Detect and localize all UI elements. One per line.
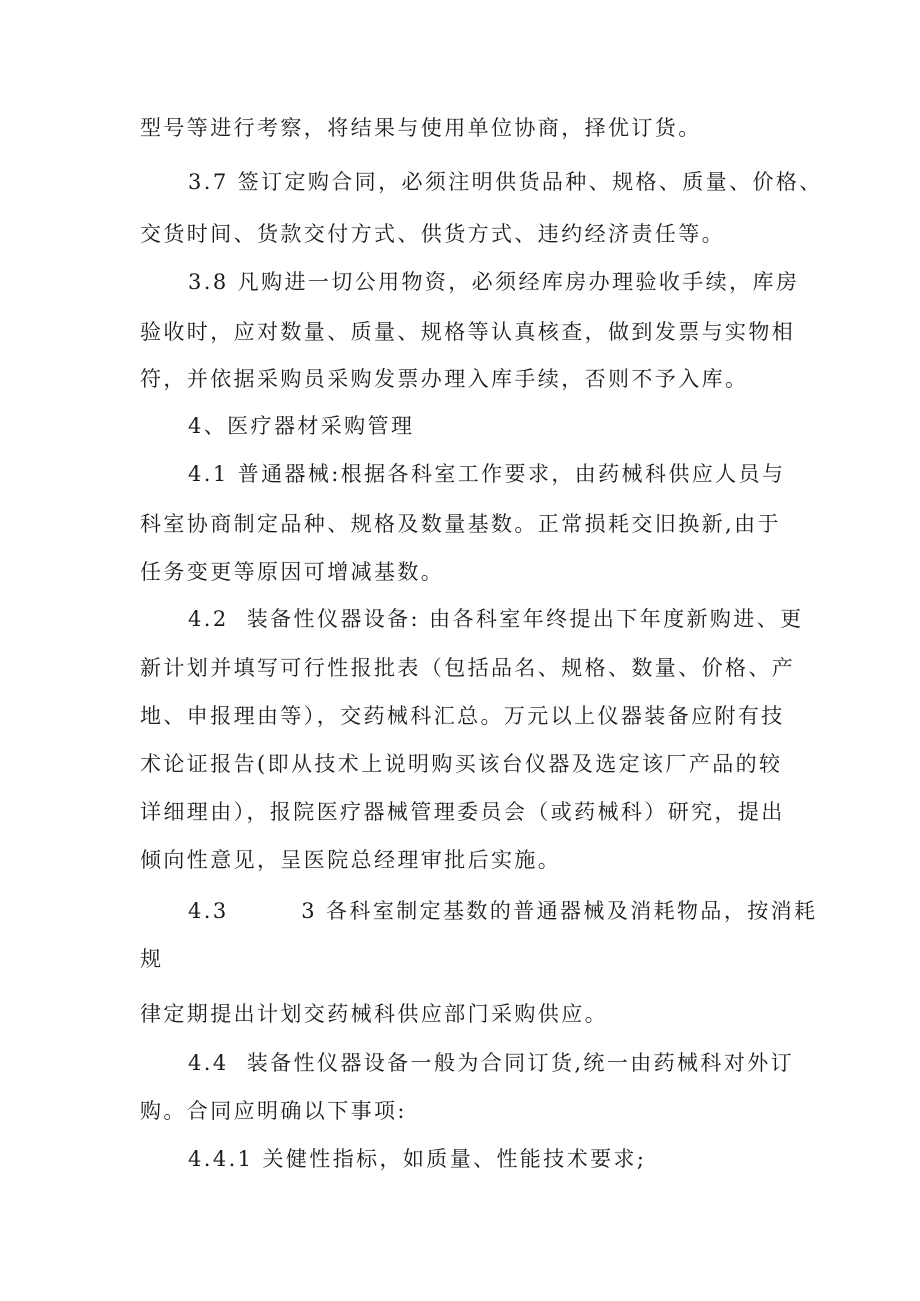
text-line-2: 3.7 签订定购合同，必须注明供货品种、规格、质量、价格、 [188, 170, 823, 194]
text-line-21: 购。合同应明确以下事项: [140, 1099, 407, 1123]
text-line-16: 倾向性意见，呈医院总经理审批后实施。 [140, 848, 562, 872]
text-line-4: 3.8 凡购进一切公用物资，必须经库房办理验收手续，库房 [188, 270, 800, 294]
text-line-22: 4.4.1 关健性指标，如质量、性能技术要求; [188, 1147, 647, 1171]
text-line-12: 新计划并填写可行性报批表（包括品名、规格、数量、价格、产 [140, 656, 796, 680]
text-line-18: 规 [140, 947, 164, 971]
text-line-5: 验收时，应对数量、质量、规格等认真核查，做到发票与实物相 [140, 320, 796, 344]
text-line-8: 4.1 普通器械:根据各科室工作要求，由药械科供应人员与 [188, 462, 786, 486]
text-line-19: 律定期提出计划交药械科供应部门采购供应。 [140, 1002, 608, 1026]
text-line-13: 地、申报理由等），交药械科汇总。万元以上仪器装备应附有技 [140, 704, 785, 728]
text-line-3: 交货时间、货款交付方式、供货方式、违约经济责任等。 [140, 222, 725, 246]
text-line-20: 4.4 装备性仪器设备一般为合同订货,统一由药械科对外订 [188, 1051, 795, 1075]
text-line-15: 详细理由），报院医疗器械管理委员会（或药械科）研究，提出 [140, 800, 785, 824]
text-line-6: 符，并依据采购员采购发票办理入库手续，否则不予入库。 [140, 367, 749, 391]
text-line-1: 型号等进行考察，将结果与使用单位协商，择优订货。 [140, 116, 702, 140]
text-line-11: 4.2 装备性仪器设备: 由各科室年终提出下年度新购进、更 [188, 607, 804, 631]
text-line-9: 科室协商制定品种、规格及数量基数。正常损耗交旧换新,由于 [140, 512, 781, 536]
text-line-7: 4、医疗器材采购管理 [188, 414, 415, 438]
text-line-10: 任务变更等原因可增减基数。 [140, 560, 445, 584]
text-line-14: 术论证报告(即从技术上说明购买该台仪器及选定该厂产品的较 [140, 752, 783, 776]
text-line-17: 4.3 3 各科室制定基数的普通器械及消耗物品，按消耗 [188, 899, 818, 923]
